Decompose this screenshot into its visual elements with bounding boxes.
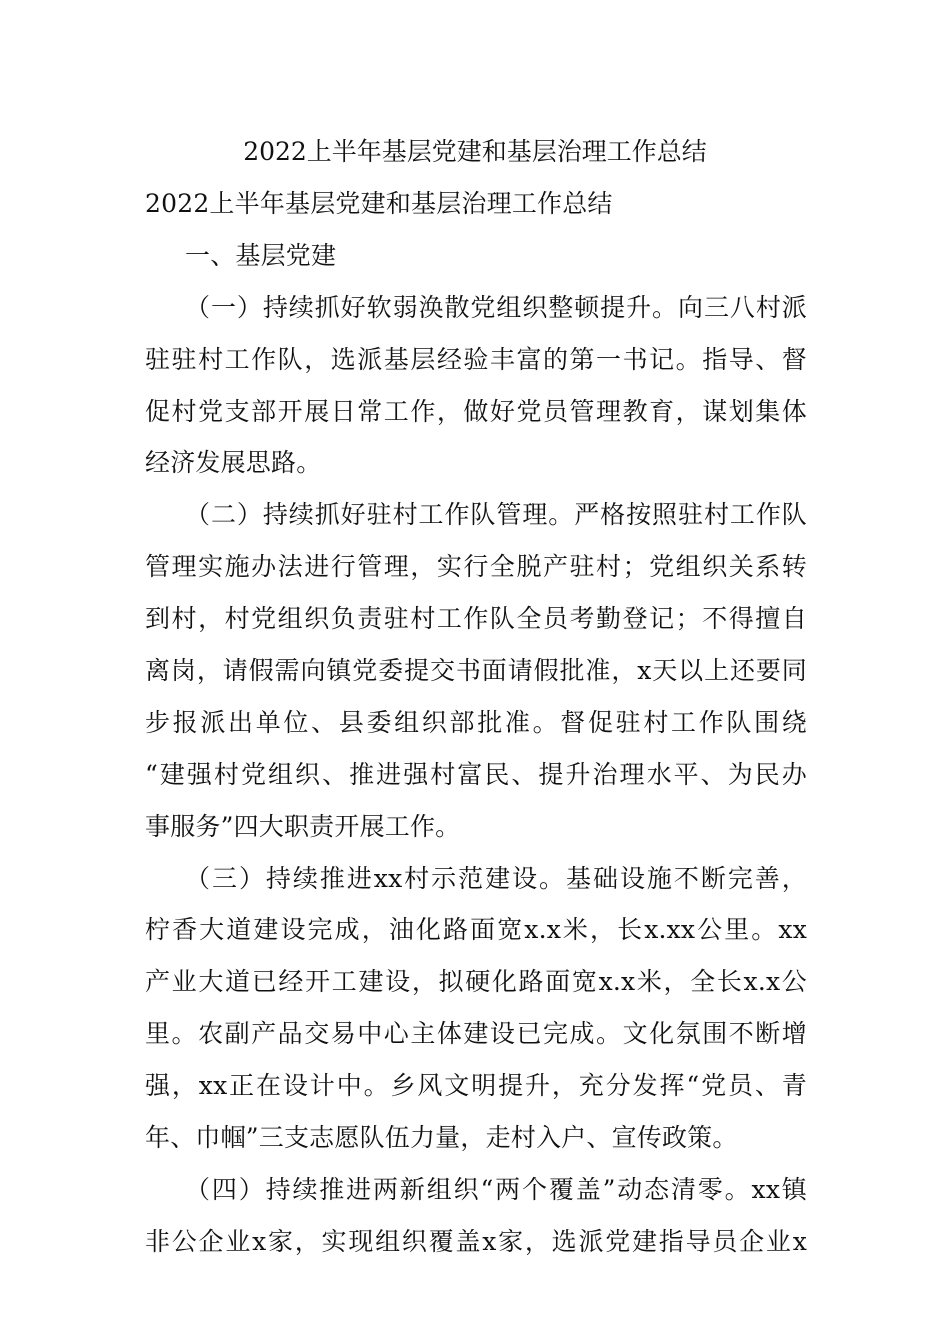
paragraph-line: （三）持续推进xx村示范建设。基础设施不断完善，: [185, 863, 807, 893]
document-body: [145, 178, 807, 1268]
paragraph-line: 柠香大道建设完成，油化路面宽x.x米，长x.xx公里。xx: [145, 915, 807, 945]
paragraph-line: （四）持续推进两新组织“两个覆盖”动态清零。xx镇: [185, 1174, 807, 1204]
paragraph-line: 强，xx正在设计中。乡风文明提升，充分发挥“党员、青: [145, 1071, 807, 1101]
paragraph-line: 经济发展思路。: [145, 448, 322, 478]
paragraph-line: 步报派出单位、县委组织部批准。督促驻村工作队围绕: [145, 707, 807, 737]
paragraph-line: 事服务”四大职责开展工作。: [145, 811, 461, 841]
paragraph-line: 非公企业x家，实现组织覆盖x家，选派党建指导员企业x: [145, 1226, 807, 1256]
paragraph-line: “建强村党组织、推进强村富民、提升治理水平、为民办: [145, 759, 807, 789]
document-title: 2022上半年基层党建和基层治理工作总结: [243, 137, 707, 166]
paragraph-line: 年、巾帼”三支志愿队伍力量，走村入户、宣传政策。: [145, 1123, 738, 1153]
paragraph-line: 里。农副产品交易中心主体建设已完成。文化氛围不断增: [145, 1019, 807, 1049]
subtitle-line: 2022上半年基层党建和基层治理工作总结: [145, 189, 613, 218]
paragraph-line: 离岗，请假需向镇党委提交书面请假批准，x天以上还要同: [145, 656, 807, 686]
paragraph-line: 驻驻村工作队，选派基层经验丰富的第一书记。指导、督: [145, 344, 807, 374]
paragraph-line: 产业大道已经开工建设，拟硬化路面宽x.x米，全长x.x公: [145, 967, 807, 997]
paragraph-line: 到村，村党组织负责驻村工作队全员考勤登记；不得擅自: [145, 604, 807, 634]
paragraph-line: 促村党支部开展日常工作，做好党员管理教育，谋划集体: [145, 396, 807, 426]
paragraph-line: （二）持续抓好驻村工作队管理。严格按照驻村工作队: [185, 500, 807, 530]
paragraph-line: （一）持续抓好软弱涣散党组织整顿提升。向三八村派: [185, 292, 807, 322]
section-heading: 一、基层党建: [185, 240, 337, 270]
paragraph-line: 管理实施办法进行管理，实行全脱产驻村；党组织关系转: [145, 552, 807, 582]
